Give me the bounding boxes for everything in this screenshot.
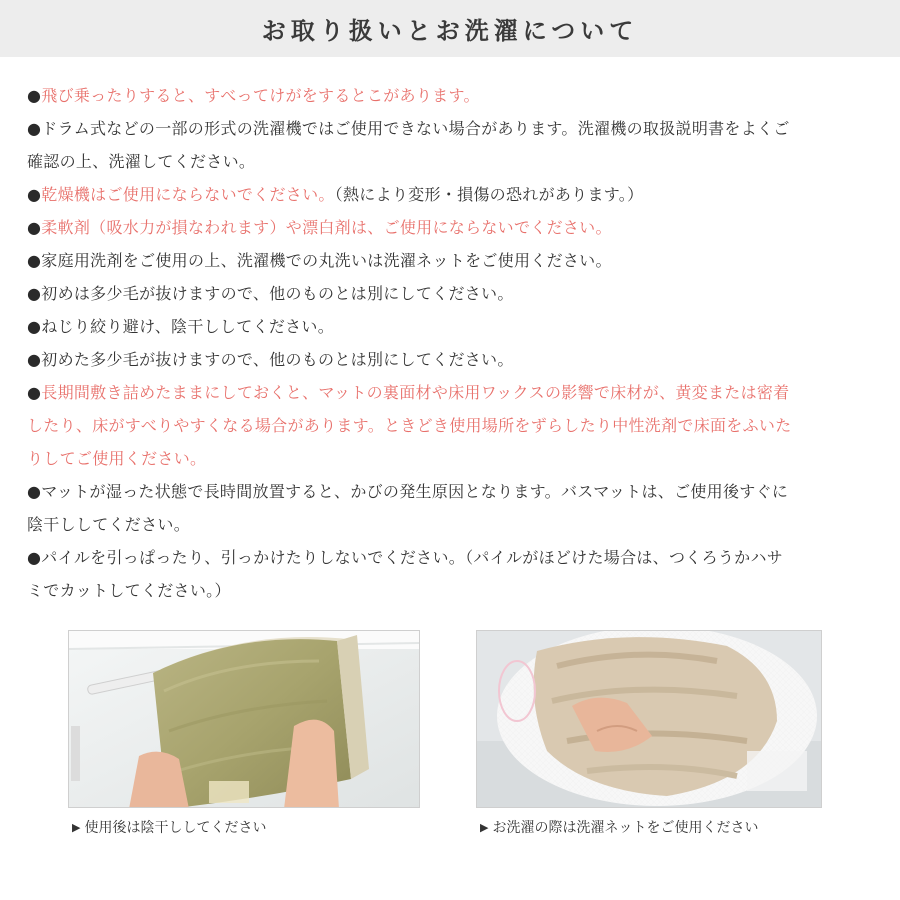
triangle-right-icon: ▶ <box>72 820 81 834</box>
note-item <box>27 310 877 343</box>
note-item <box>27 541 877 607</box>
care-notes-list <box>27 79 877 607</box>
bullet-icon: ● <box>27 86 42 105</box>
bullet-icon: ● <box>27 119 42 138</box>
laundry-photo-caption <box>480 817 758 837</box>
note-text: 初めは多少毛が抜けますので、他のものとは別にしてください。 <box>41 284 514 303</box>
drying-mat-photo <box>68 630 420 808</box>
bullet-icon: ● <box>27 317 42 336</box>
note-item <box>27 178 877 211</box>
bullet-icon: ● <box>27 185 42 204</box>
note-item <box>27 343 877 376</box>
bullet-icon: ● <box>27 350 42 369</box>
caption-text: 使用後は陰干ししてください <box>84 820 267 836</box>
note-text: パイルを引っぱったり、引っかけたりしないでください。（パイルがほどけた場合は、つくろうかハサ ミでカットしてください。） <box>27 548 784 600</box>
bullet-icon: ● <box>27 548 42 567</box>
note-item <box>27 211 877 244</box>
drying-photo-caption <box>72 817 266 837</box>
page-title: お取り扱いとお洗濯について <box>261 17 639 45</box>
header-bar <box>0 0 900 57</box>
bullet-icon: ● <box>27 482 42 501</box>
note-text: ねじり絞り避け、陰干ししてください。 <box>41 317 335 336</box>
note-warning-text: 柔軟剤（吸水力が損なわれます）や漂白剤は、ご使用にならないでください。 <box>41 218 612 237</box>
note-text: 家庭用洗剤をご使用の上、洗濯機での丸洗いは洗濯ネットをご使用ください。 <box>41 251 612 270</box>
bullet-icon: ● <box>27 284 42 303</box>
note-warning-text: 長期間敷き詰めたままにしておくと、マットの裏面材や床用ワックスの影響で床材が、黄変または密着 したり、床がすべりやすくなる場合があります。ときどき使用場所をずらしたり中性洗剤で床面をふいた りしてご使用ください。 <box>27 383 792 468</box>
note-text: 初めた多少毛が抜けますので、他のものとは別にしてください。 <box>41 350 514 369</box>
bullet-icon: ● <box>27 218 42 237</box>
note-item <box>27 244 877 277</box>
note-warning-text: 飛び乗ったりすると、すべってけがをするとこがあります。 <box>41 86 480 105</box>
note-item <box>27 475 877 541</box>
caption-text: お洗濯の際は洗濯ネットをご使用ください <box>492 820 759 836</box>
note-item <box>27 112 877 178</box>
note-warning-text: 乾燥機はご使用にならないでください。 <box>41 185 335 204</box>
note-text: （熱により変形・損傷の恐れがあります。） <box>334 185 644 204</box>
note-text: ドラム式などの一部の形式の洗濯機ではご使用できない場合があります。洗濯機の取扱説明書をよくご 確認の上、洗濯してください。 <box>27 119 790 171</box>
note-text: マットが湿った状態で長時間放置すると、かびの発生原因となります。バスマットは、ご使用後すぐに 陰干ししてください。 <box>27 482 789 534</box>
note-item <box>27 376 877 475</box>
bullet-icon: ● <box>27 383 42 402</box>
triangle-right-icon: ▶ <box>480 820 489 834</box>
bullet-icon: ● <box>27 251 42 270</box>
note-item <box>27 79 877 112</box>
note-item <box>27 277 877 310</box>
laundry-net-photo <box>476 630 822 808</box>
